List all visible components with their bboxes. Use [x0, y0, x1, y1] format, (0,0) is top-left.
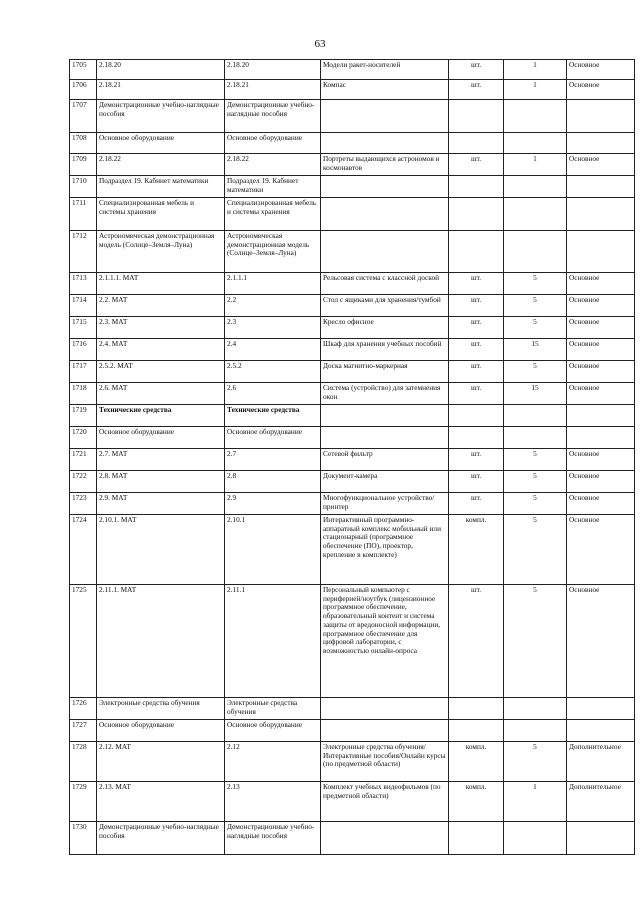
item-ref-cell: 2.4: [225, 339, 321, 361]
item-code-cell: Демонстрационные учебно-наглядные пособия: [97, 822, 225, 855]
table-row: [70, 60, 635, 80]
quantity-cell: [504, 822, 567, 855]
unit-cell: компл.: [449, 782, 504, 822]
item-name-cell: [321, 405, 449, 427]
row-number-cell: 1720: [70, 427, 97, 449]
item-code-cell: 2.9. МАТ: [97, 493, 225, 515]
item-ref-cell: 2.2: [225, 295, 321, 317]
item-name-cell: [321, 720, 449, 742]
item-name-cell: Персональный компьютер с периферией/ноутбук (лицензионное программное обеспечение, образовательный контент и система защиты от вредоносной информации, программное обеспечение для цифровой лаборатории, с возможностью онлайн-опроса: [321, 585, 449, 698]
unit-cell: шт.: [449, 585, 504, 698]
unit-cell: [449, 198, 504, 231]
item-ref-cell: 2.9: [225, 493, 321, 515]
category-cell: Основное: [567, 383, 635, 405]
table-row: [70, 317, 635, 339]
row-number-cell: 1709: [70, 154, 97, 176]
item-name-cell: [321, 231, 449, 273]
row-number-cell: 1721: [70, 449, 97, 471]
quantity-cell: 1: [504, 782, 567, 822]
item-name-cell: Электронные средства обучения/Интерактивные пособия/Онлайн курсы (по предметной области): [321, 742, 449, 782]
table-row: [70, 471, 635, 493]
item-ref-cell: 2.7: [225, 449, 321, 471]
unit-cell: шт.: [449, 80, 504, 100]
unit-cell: [449, 100, 504, 133]
unit-cell: [449, 176, 504, 198]
item-ref-cell: Специализированная мебель и системы хранения: [225, 198, 321, 231]
unit-cell: [449, 133, 504, 154]
category-cell: Основное: [567, 361, 635, 383]
item-name-cell: [321, 100, 449, 133]
table-row: [70, 720, 635, 742]
category-cell: Основное: [567, 515, 635, 585]
item-name-cell: Система (устройство) для затемнения окон: [321, 383, 449, 405]
category-cell: Дополнительное: [567, 742, 635, 782]
item-ref-cell: Основное оборудование: [225, 133, 321, 154]
item-name-cell: [321, 133, 449, 154]
table-row: [70, 782, 635, 822]
category-cell: Основное: [567, 339, 635, 361]
item-name-cell: Кресло офисное: [321, 317, 449, 339]
row-number-cell: 1707: [70, 100, 97, 133]
category-cell: Основное: [567, 471, 635, 493]
category-cell: Основное: [567, 493, 635, 515]
item-code-cell: 2.6. МАТ: [97, 383, 225, 405]
table-row: [70, 198, 635, 231]
category-cell: [567, 133, 635, 154]
quantity-cell: [504, 100, 567, 133]
unit-cell: [449, 720, 504, 742]
quantity-cell: 5: [504, 493, 567, 515]
table-row: [70, 742, 635, 782]
row-number-cell: 1705: [70, 60, 97, 80]
unit-cell: [449, 822, 504, 855]
item-ref-cell: 2.18.20: [225, 60, 321, 80]
item-code-cell: 2.10.1. МАТ: [97, 515, 225, 585]
item-code-cell: 2.12. МАТ: [97, 742, 225, 782]
item-code-cell: 2.13. МАТ: [97, 782, 225, 822]
item-name-cell: [321, 698, 449, 720]
row-number-cell: 1711: [70, 198, 97, 231]
quantity-cell: 1: [504, 80, 567, 100]
table-row: [70, 133, 635, 154]
table-row: [70, 295, 635, 317]
item-code-cell: 2.5.2. МАТ: [97, 361, 225, 383]
item-code-cell: Специализированная мебель и системы хранения: [97, 198, 225, 231]
row-number-cell: 1713: [70, 273, 97, 295]
item-code-cell: 2.11.1. МАТ: [97, 585, 225, 698]
unit-cell: шт.: [449, 449, 504, 471]
unit-cell: шт.: [449, 154, 504, 176]
item-ref-cell: 2.18.22: [225, 154, 321, 176]
quantity-cell: [504, 698, 567, 720]
item-ref-cell: 2.6: [225, 383, 321, 405]
unit-cell: шт.: [449, 361, 504, 383]
category-cell: Дополнительное: [567, 782, 635, 822]
quantity-cell: 5: [504, 515, 567, 585]
item-ref-cell: Технические средства: [225, 405, 321, 427]
row-number-cell: 1718: [70, 383, 97, 405]
category-cell: Основное: [567, 449, 635, 471]
unit-cell: шт.: [449, 339, 504, 361]
table-row: [70, 154, 635, 176]
quantity-cell: 5: [504, 317, 567, 339]
unit-cell: шт.: [449, 493, 504, 515]
quantity-cell: [504, 405, 567, 427]
category-cell: [567, 405, 635, 427]
item-name-cell: Компас: [321, 80, 449, 100]
unit-cell: шт.: [449, 317, 504, 339]
item-name-cell: Шкаф для хранения учебных пособий: [321, 339, 449, 361]
row-number-cell: 1725: [70, 585, 97, 698]
quantity-cell: 5: [504, 449, 567, 471]
row-number-cell: 1723: [70, 493, 97, 515]
category-cell: [567, 176, 635, 198]
item-ref-cell: 2.18.21: [225, 80, 321, 100]
unit-cell: [449, 231, 504, 273]
item-code-cell: 2.18.22: [97, 154, 225, 176]
quantity-cell: [504, 198, 567, 231]
category-cell: Основное: [567, 60, 635, 80]
row-number-cell: 1716: [70, 339, 97, 361]
quantity-cell: 15: [504, 339, 567, 361]
unit-cell: шт.: [449, 60, 504, 80]
item-name-cell: Доска магнитно-маркерная: [321, 361, 449, 383]
quantity-cell: 1: [504, 60, 567, 80]
row-number-cell: 1717: [70, 361, 97, 383]
item-code-cell: Подраздел 19. Кабинет математики: [97, 176, 225, 198]
quantity-cell: [504, 427, 567, 449]
item-code-cell: 2.18.20: [97, 60, 225, 80]
item-ref-cell: 2.3: [225, 317, 321, 339]
quantity-cell: 5: [504, 471, 567, 493]
unit-cell: шт.: [449, 383, 504, 405]
quantity-cell: 15: [504, 383, 567, 405]
quantity-cell: 5: [504, 742, 567, 782]
item-code-cell: 2.7. МАТ: [97, 449, 225, 471]
unit-cell: шт.: [449, 273, 504, 295]
item-name-cell: [321, 176, 449, 198]
item-code-cell: 2.1.1.1. МАТ: [97, 273, 225, 295]
row-number-cell: 1710: [70, 176, 97, 198]
table-row: [70, 100, 635, 133]
item-code-cell: 2.18.21: [97, 80, 225, 100]
table-row: [70, 339, 635, 361]
category-cell: Основное: [567, 295, 635, 317]
item-code-cell: Основное оборудование: [97, 133, 225, 154]
row-number-cell: 1714: [70, 295, 97, 317]
row-number-cell: 1708: [70, 133, 97, 154]
item-ref-cell: 2.8: [225, 471, 321, 493]
unit-cell: компл.: [449, 742, 504, 782]
quantity-cell: 5: [504, 361, 567, 383]
unit-cell: шт.: [449, 471, 504, 493]
table-row: [70, 231, 635, 273]
quantity-cell: 5: [504, 585, 567, 698]
unit-cell: [449, 698, 504, 720]
item-ref-cell: 2.13: [225, 782, 321, 822]
quantity-cell: [504, 176, 567, 198]
item-code-cell: Технические средства: [97, 405, 225, 427]
category-cell: [567, 231, 635, 273]
unit-cell: компл.: [449, 515, 504, 585]
row-number-cell: 1712: [70, 231, 97, 273]
row-number-cell: 1706: [70, 80, 97, 100]
item-code-cell: 2.3. МАТ: [97, 317, 225, 339]
item-code-cell: Электронные средства обучения: [97, 698, 225, 720]
item-ref-cell: Основное оборудование: [225, 720, 321, 742]
item-code-cell: Основное оборудование: [97, 427, 225, 449]
table-row: [70, 80, 635, 100]
item-name-cell: Стол с ящиками для хранения/тумбой: [321, 295, 449, 317]
item-name-cell: Многофункциональное устройство/принтер: [321, 493, 449, 515]
item-ref-cell: 2.10.1: [225, 515, 321, 585]
table-row: [70, 273, 635, 295]
item-name-cell: [321, 427, 449, 449]
category-cell: Основное: [567, 80, 635, 100]
table-row: [70, 449, 635, 471]
row-number-cell: 1730: [70, 822, 97, 855]
row-number-cell: 1715: [70, 317, 97, 339]
item-code-cell: 2.4. МАТ: [97, 339, 225, 361]
unit-cell: [449, 427, 504, 449]
item-name-cell: Рельсовая система с классной доской: [321, 273, 449, 295]
table-row: [70, 383, 635, 405]
row-number-cell: 1724: [70, 515, 97, 585]
item-ref-cell: Астрономическая демонстрационная модель (Солнце–Земля–Луна): [225, 231, 321, 273]
row-number-cell: 1729: [70, 782, 97, 822]
equipment-table: [69, 59, 635, 855]
item-name-cell: Документ-камера: [321, 471, 449, 493]
item-name-cell: Интерактивный программно-аппаратный комплекс мобильный или стационарный (программное обеспечение (ПО), проектор, крепление в комплекте): [321, 515, 449, 585]
table-row: [70, 361, 635, 383]
category-cell: Основное: [567, 154, 635, 176]
table-row: [70, 822, 635, 855]
table-row: [70, 585, 635, 698]
category-cell: [567, 198, 635, 231]
quantity-cell: [504, 720, 567, 742]
category-cell: [567, 698, 635, 720]
item-name-cell: Модели ракет-носителей: [321, 60, 449, 80]
category-cell: [567, 720, 635, 742]
quantity-cell: [504, 231, 567, 273]
row-number-cell: 1719: [70, 405, 97, 427]
row-number-cell: 1727: [70, 720, 97, 742]
unit-cell: [449, 405, 504, 427]
category-cell: Основное: [567, 317, 635, 339]
item-ref-cell: Демонстрационные учебно-наглядные пособия: [225, 822, 321, 855]
item-ref-cell: 2.12: [225, 742, 321, 782]
unit-cell: шт.: [449, 295, 504, 317]
quantity-cell: [504, 133, 567, 154]
row-number-cell: 1726: [70, 698, 97, 720]
table-body: [70, 60, 635, 855]
item-code-cell: 2.8. МАТ: [97, 471, 225, 493]
item-ref-cell: 2.1.1.1: [225, 273, 321, 295]
category-cell: Основное: [567, 273, 635, 295]
quantity-cell: 5: [504, 273, 567, 295]
table-row: [70, 405, 635, 427]
item-name-cell: Комплект учебных видеофильмов (по предметной области): [321, 782, 449, 822]
category-cell: [567, 427, 635, 449]
category-cell: [567, 100, 635, 133]
category-cell: Основное: [567, 585, 635, 698]
item-ref-cell: Подраздел 19. Кабинет математики: [225, 176, 321, 198]
item-ref-cell: Электронные средства обучения: [225, 698, 321, 720]
item-code-cell: Астрономическая демонстрационная модель (Солнце–Земля–Луна): [97, 231, 225, 273]
item-name-cell: Сетевой фильтр: [321, 449, 449, 471]
item-name-cell: Портреты выдающихся астрономов и космонавтов: [321, 154, 449, 176]
table-row: [70, 427, 635, 449]
item-code-cell: 2.2. МАТ: [97, 295, 225, 317]
row-number-cell: 1728: [70, 742, 97, 782]
item-code-cell: Основное оборудование: [97, 720, 225, 742]
table-row: [70, 698, 635, 720]
item-ref-cell: 2.5.2: [225, 361, 321, 383]
category-cell: [567, 822, 635, 855]
item-code-cell: Демонстрационные учебно-наглядные пособия: [97, 100, 225, 133]
page-number: 63: [314, 38, 326, 50]
table-row: [70, 176, 635, 198]
quantity-cell: 5: [504, 295, 567, 317]
item-name-cell: [321, 822, 449, 855]
quantity-cell: 1: [504, 154, 567, 176]
table-row: [70, 493, 635, 515]
row-number-cell: 1722: [70, 471, 97, 493]
item-name-cell: [321, 198, 449, 231]
item-ref-cell: Основное оборудование: [225, 427, 321, 449]
table-row: [70, 515, 635, 585]
item-ref-cell: Демонстрационные учебно-наглядные пособия: [225, 100, 321, 133]
item-ref-cell: 2.11.1: [225, 585, 321, 698]
